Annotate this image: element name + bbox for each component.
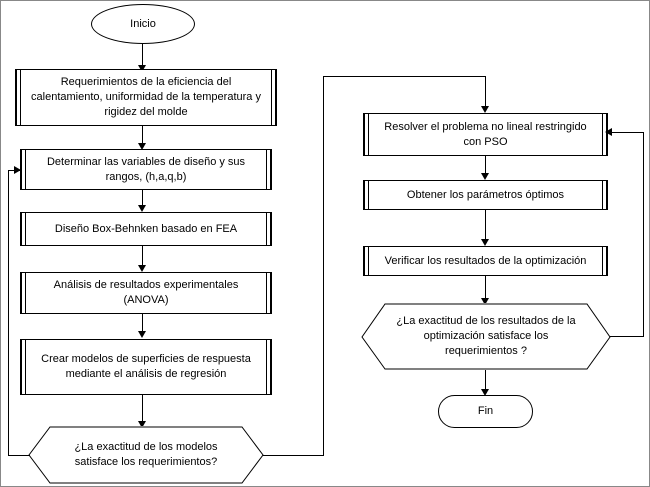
node-decision-opt [361, 303, 611, 370]
process-bar-left [25, 340, 26, 394]
node-requirements [15, 69, 277, 126]
node-verify-label: Verificar los resultados de la optimización [384, 254, 587, 267]
node-anova-label: Análisis de resultados experimentales (ANOVA) [53, 279, 239, 306]
edge-decision-opt-loop-right [610, 336, 643, 337]
arrow-variables-to-boxbehnken [138, 205, 146, 212]
edge-decision-opt-loop-into-pso [608, 132, 643, 133]
process-bar-left [368, 247, 369, 275]
node-requirements-label: Requerimientos de la eficiencia del calentamiento, uniformidad de la temperatura y rigidez del molde [31, 76, 261, 118]
process-bar-right [266, 213, 267, 245]
node-boxbehnken-label: Diseño Box-Behnken basado en FEA [54, 222, 238, 235]
node-verify [363, 246, 608, 276]
process-bar-right [271, 70, 272, 125]
process-bar-right [266, 150, 267, 189]
node-variables-label: Determinar las variables de diseño y sus rangos, (h,a,q,b) [46, 155, 246, 183]
process-bar-left [25, 150, 26, 189]
edge-decision-models-loop-left [8, 455, 30, 456]
arrow-boxbehnken-to-anova [138, 265, 146, 272]
arrow-decision-models-loop-into-variables [14, 166, 21, 174]
node-decision-models [28, 426, 264, 484]
edge-decision-opt-loop-up [643, 132, 644, 337]
edge-decision-models-to-pso-down [485, 76, 486, 110]
arrow-pso-to-params [481, 173, 489, 180]
edge-decision-models-to-pso-right [263, 455, 323, 456]
node-params [363, 180, 608, 210]
node-anova [20, 272, 272, 314]
node-pso-label: Resolver el problema no lineal restringido con PSO [384, 120, 587, 148]
process-bar-left [25, 213, 26, 245]
process-bar-right [602, 181, 603, 209]
node-pso [363, 113, 608, 156]
process-bar-right [602, 114, 603, 155]
arrow-decision-opt-loop-into-pso [605, 128, 612, 136]
node-end [438, 395, 533, 428]
node-rsm-label: Crear modelos de superficies de respuesta mediante el análisis de regresión [41, 353, 251, 380]
node-start-label: Inicio [130, 17, 156, 30]
node-variables [20, 149, 272, 190]
node-decision-models-label: ¿La exactitud de los modelos satisface los requerimientos? [74, 441, 218, 468]
process-bar-left [25, 273, 26, 313]
edge-decision-models-loop-up [8, 170, 9, 456]
process-bar-right [266, 340, 267, 394]
node-params-label: Obtener los parámetros óptimos [406, 188, 565, 201]
process-bar-left [368, 114, 369, 155]
node-rsm [20, 339, 272, 395]
edge-decision-models-to-pso-across [323, 76, 485, 77]
process-bar-left [368, 181, 369, 209]
node-end-label: Fin [477, 405, 494, 418]
node-decision-opt-label: ¿La exactitud de los resultados de la optimización satisface los requerimientos ? [396, 315, 576, 357]
arrow-decision-models-to-pso [481, 106, 489, 113]
process-bar-left [20, 70, 21, 125]
arrow-anova-to-rsm [138, 331, 146, 338]
node-start [91, 4, 195, 44]
edge-decision-models-to-pso-up [323, 76, 324, 456]
arrow-params-to-verify [481, 239, 489, 246]
process-bar-right [602, 247, 603, 275]
node-boxbehnken [20, 212, 272, 246]
process-bar-right [266, 273, 267, 313]
